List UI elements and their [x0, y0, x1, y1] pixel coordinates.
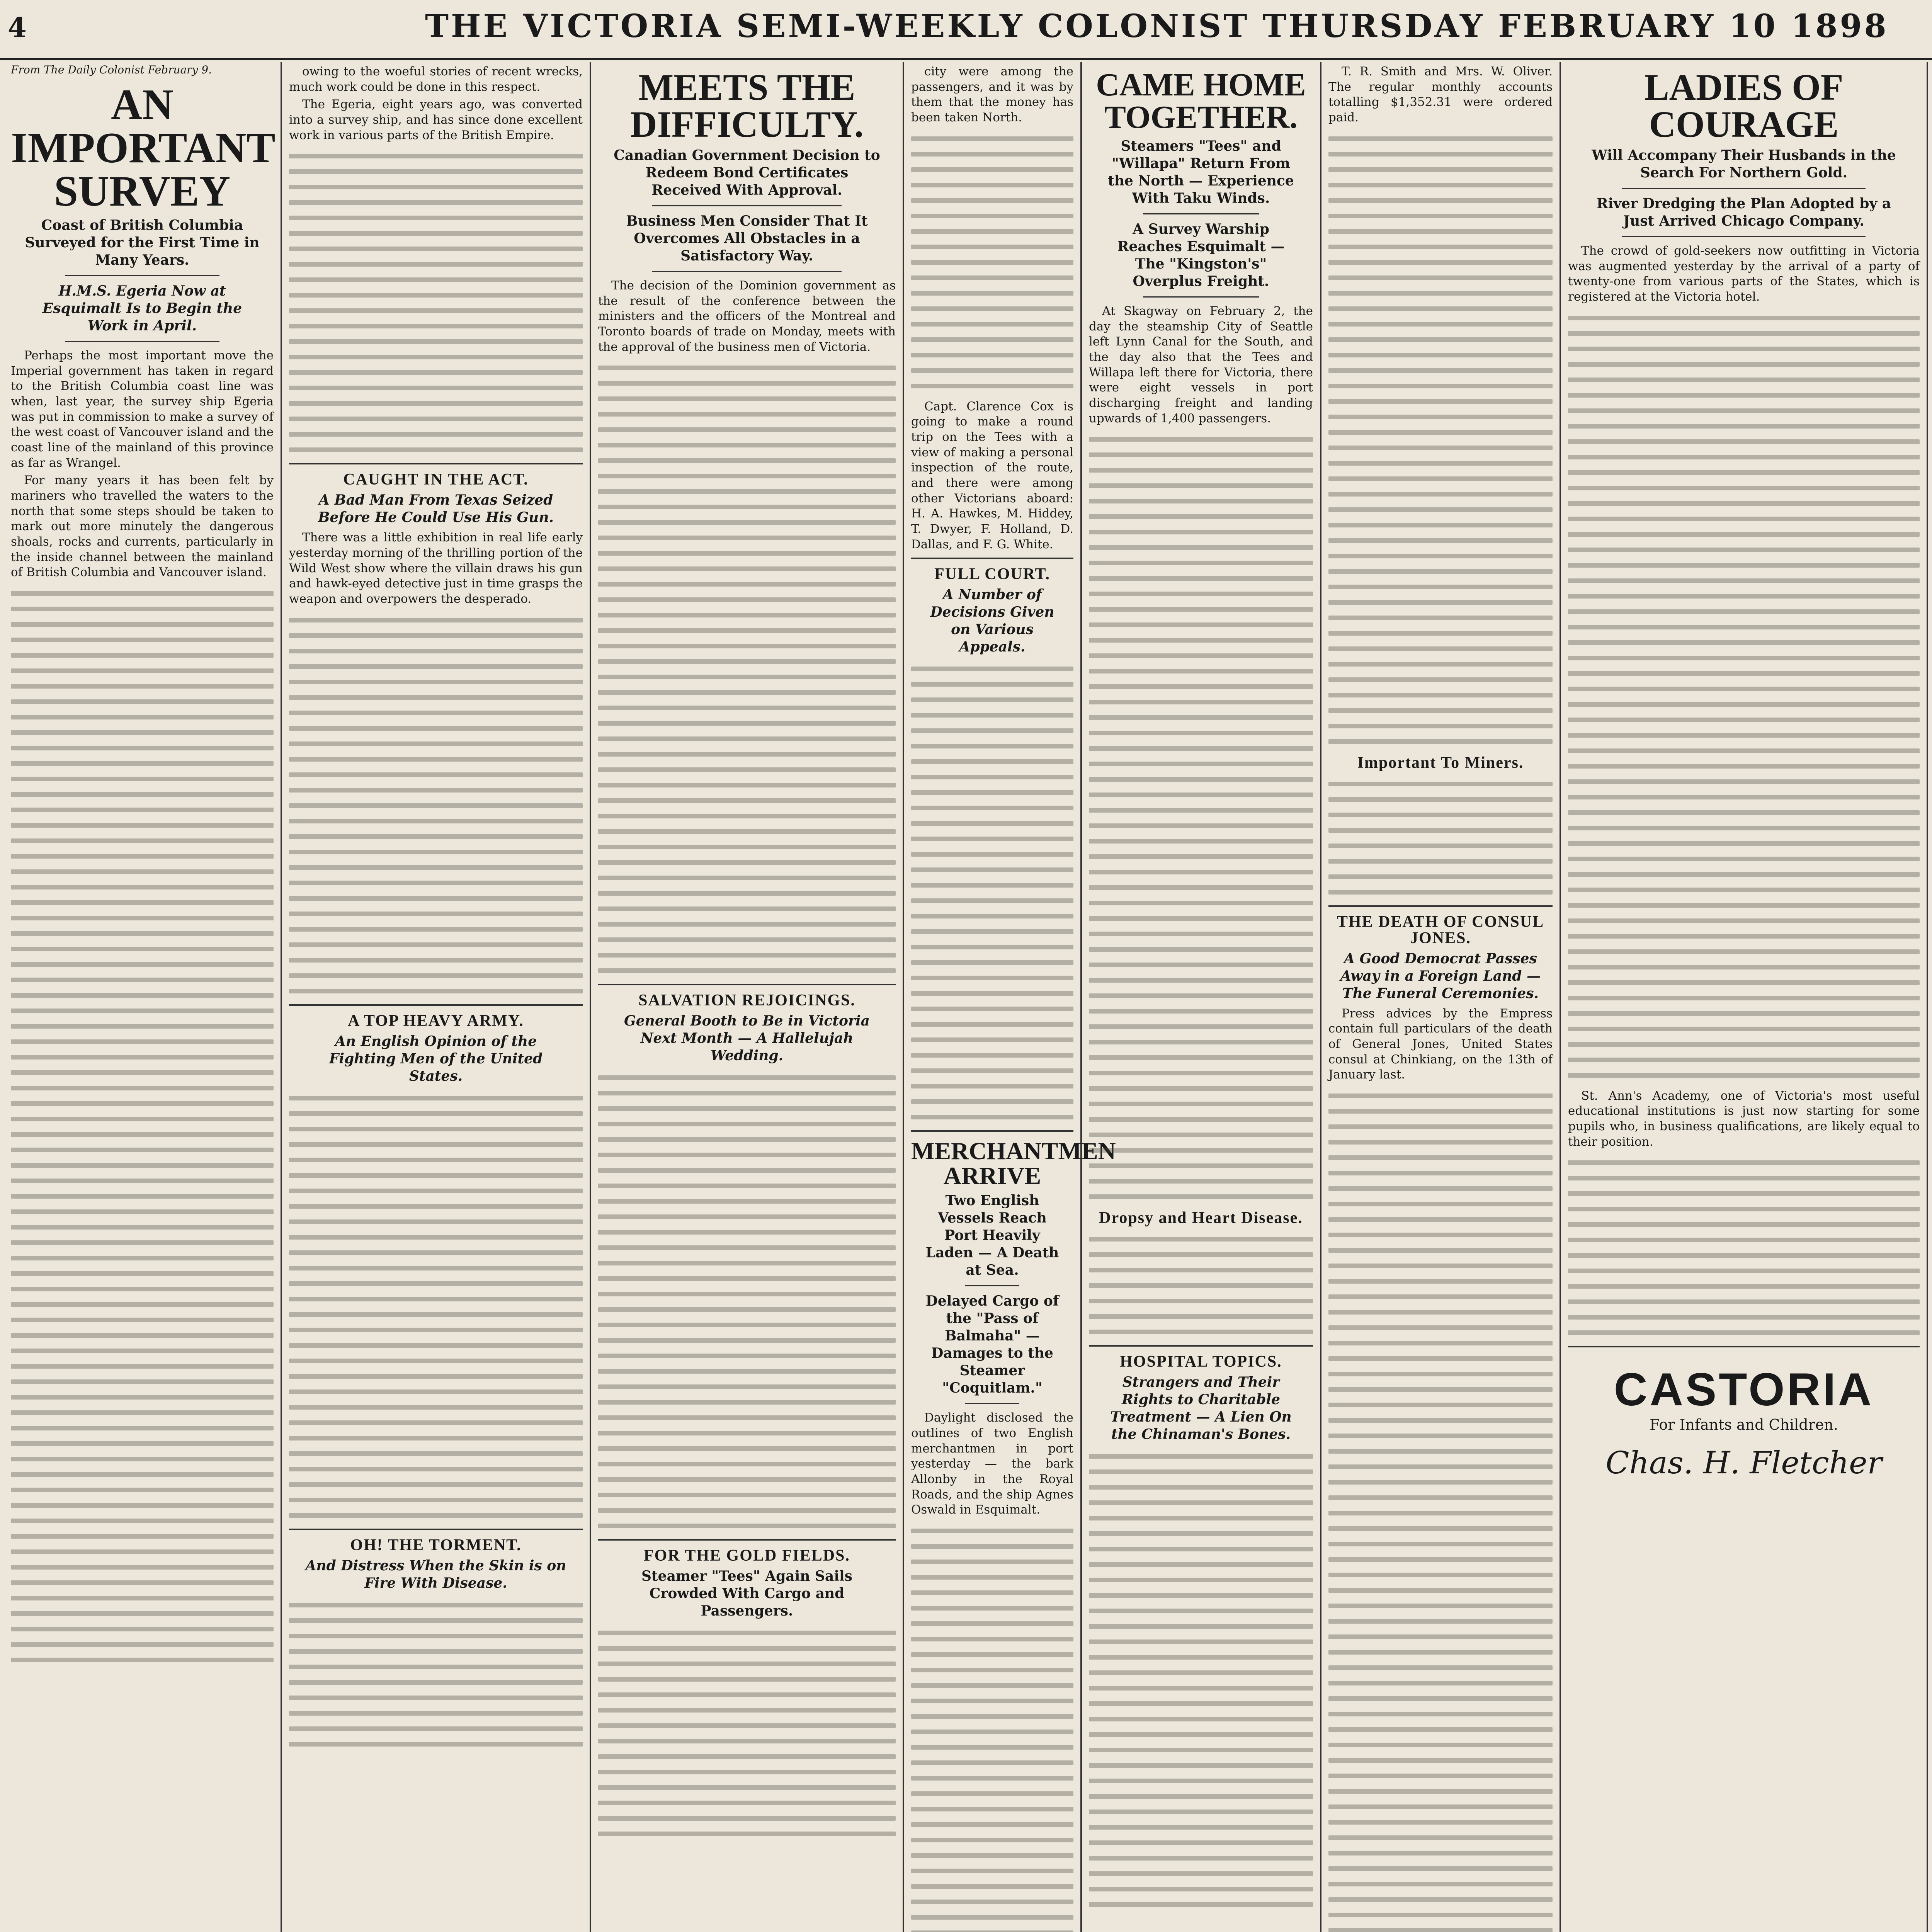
headline-caught-in-act: CAUGHT IN THE ACT.: [343, 471, 529, 489]
headline-important-survey: AN IMPORTANT SURVEY: [11, 81, 276, 215]
divider: [65, 341, 219, 342]
divider: [911, 1130, 1073, 1132]
article-text-block: [1089, 1237, 1313, 1334]
deck-ladies-2: River Dredging the Plan Adopted by a Just Arrived Chicago Company.: [1596, 196, 1891, 229]
article-text-block: [289, 154, 583, 452]
divider: [289, 1004, 583, 1006]
article-text-block: [598, 1631, 896, 1836]
column-5: [1082, 62, 1321, 1932]
deck-came-home-1: Steamers "Tees" and "Willapa" Return From the North — Experience With Taku Winds.: [1108, 138, 1294, 206]
headline-death-consul-jones: THE DEATH OF CONSUL JONES.: [1337, 913, 1544, 947]
article-paragraph: Press advices by the Empress contain full particulars of the death of General Jones, United States consul at Chinkiang, on the 13th of January last.: [1328, 1006, 1553, 1082]
article-text-block: [1328, 136, 1553, 744]
column-6: [1321, 62, 1561, 1932]
article-paragraph: At Skagway on February 2, the day the steamship City of Seattle left Lynn Canal for the South, and the day also that the Tees and Willapa left there for Victoria, there were eight vessels in port discharging freight and landing upwards of 1,400 passengers.: [1089, 304, 1313, 425]
masthead-title: THE VICTORIA SEMI-WEEKLY COLONIST THURSDAY FEBRUARY 10 1898: [425, 8, 1889, 45]
divider: [652, 205, 842, 206]
article-paragraph: The Egeria, eight years ago, was converted into a survey ship, and has since done excellent work in various parts of the British Empire.: [289, 97, 583, 142]
divider: [1568, 1346, 1920, 1347]
deck-gold-fields: Steamer "Tees" Again Sails Crowded With Cargo and Passengers.: [641, 1568, 852, 1619]
divider: [289, 1529, 583, 1530]
article-text-block: [11, 591, 274, 1662]
article-paragraph: The decision of the Dominion government as the result of the conference between the ministers and the officers of the Montreal and Toronto boards of trade on Monday, meets with the approval of the business men of Victoria.: [598, 279, 896, 354]
divider: [1143, 213, 1259, 214]
article-text-block: [1328, 1094, 1553, 1932]
deck-survey-2: H.M.S. Egeria Now at Esquimalt Is to Begin the Work in April.: [42, 283, 242, 334]
divider: [1622, 236, 1866, 237]
article-text-block: [1328, 782, 1553, 895]
castoria-signature: Chas. H. Fletcher: [1605, 1445, 1882, 1481]
headline-dropsy: Dropsy and Heart Disease.: [1099, 1209, 1303, 1227]
column-3: [591, 62, 904, 1932]
castoria-ad-subtitle: For Infants and Children.: [1650, 1416, 1838, 1434]
deck-top-heavy-army: An English Opinion of the Fighting Men of the United States.: [329, 1033, 543, 1084]
deck-survey-1: Coast of British Columbia Surveyed for the First Time in Many Years.: [25, 217, 260, 268]
deck-meets-difficulty-2: Business Men Consider That It Overcomes All Obstacles in a Satisfactory Way.: [626, 213, 868, 264]
deck-merchantmen-2: Delayed Cargo of the "Pass of Balmaha" — Damages to the Steamer "Coquitlam.": [925, 1293, 1059, 1396]
deck-caught-in-act: A Bad Man From Texas Seized Before He Could Use His Gun.: [318, 492, 554, 526]
page-number: 4: [8, 12, 27, 44]
divider: [598, 984, 896, 985]
divider: [598, 1539, 896, 1541]
divider: [65, 275, 219, 276]
headline-ladies-of-courage: LADIES OF COURAGE: [1644, 66, 1844, 145]
headline-merchantmen-arrive: MERCHANTMEN ARRIVE: [911, 1137, 1116, 1190]
divider: [1089, 1345, 1313, 1347]
divider: [965, 1403, 1019, 1404]
article-paragraph: T. R. Smith and Mrs. W. Oliver. The regular monthly accounts totalling $1,352.31 were ordered paid.: [1328, 65, 1553, 125]
article-text-block: [1568, 1160, 1920, 1335]
article-text-block: [911, 136, 1073, 388]
column-4: [904, 62, 1116, 1932]
article-text-block: [598, 1075, 896, 1528]
article-paragraph: The crowd of gold-seekers now outfitting in Victoria was augmented yesterday by the arrival of a party of twenty-one from various parts of the States, which is registered at the Victoria hotel.: [1568, 244, 1920, 304]
divider: [1328, 905, 1553, 907]
article-paragraph: There was a little exhibition in real life early yesterday morning of the thrilling portion of the Wild West show where the villain draws his gun and hawk-eyed detective just in time grasps the weapon and overpowers the desperado.: [289, 531, 583, 606]
headline-top-heavy-army: A TOP HEAVY ARMY.: [348, 1012, 524, 1030]
headline-important-to-miners: Important To Miners.: [1357, 753, 1524, 772]
headline-full-court: FULL COURT.: [934, 565, 1050, 583]
article-paragraph: city were among the passengers, and it was by them that the money has been taken North.: [911, 65, 1073, 125]
article-text-block: [289, 1603, 583, 1747]
deck-death-consul-jones: A Good Democrat Passes Away in a Foreign Land — The Funeral Ceremonies.: [1340, 950, 1541, 1002]
deck-ladies-1: Will Accompany Their Husbands in the Search For Northern Gold.: [1592, 147, 1896, 181]
article-paragraph: For many years it has been felt by mariners who travelled the waters to the north that some steps should be taken to mark out more minutely the dangerous shoals, rocks and currents, particularly in the inside channel between the mainland of British Columbia and Vancouver island.: [11, 473, 274, 580]
headline-came-home-together: CAME HOME TOGETHER.: [1096, 67, 1306, 135]
divider: [911, 558, 1073, 559]
article-text-block: [1089, 1454, 1313, 1907]
deck-came-home-2: A Survey Warship Reaches Esquimalt — The "Kingston's" Overplus Freight.: [1117, 221, 1285, 289]
deck-merchantmen-1: Two English Vessels Reach Port Heavily Laden — A Death at Sea.: [925, 1192, 1059, 1279]
castoria-ad-title: CASTORIA: [1614, 1364, 1874, 1416]
article-text-block: [911, 1529, 1073, 1932]
column-7: [1561, 62, 1928, 1932]
article-text-block: [289, 1096, 583, 1518]
article-text-block: [1568, 316, 1920, 1078]
divider: [965, 1285, 1019, 1286]
article-paragraph: Perhaps the most important move the Imperial government has taken in regard to the British Columbia coast line was when, last year, the survey ship Egeria was put in commission to make a survey of the west coast of Vancouver island and the coast line of the mainland of this province as far as Wrangel.: [11, 349, 274, 470]
divider: [289, 463, 583, 464]
deck-hospital-topics: Strangers and Their Rights to Charitable Treatment — A Lien On the Chinaman's Bones.: [1110, 1374, 1292, 1443]
divider: [652, 271, 842, 272]
article-text-block: [911, 667, 1073, 1119]
source-line: From The Daily Colonist February 9.: [11, 63, 212, 76]
masthead: [0, 0, 1932, 60]
article-text-block: [598, 366, 896, 973]
divider: [1143, 296, 1259, 298]
article-paragraph: Daylight disclosed the outlines of two English merchantmen in port yesterday — the bark Allonby in the Royal Roads, and the ship Agnes Oswald in Esquimalt.: [911, 1411, 1073, 1517]
divider: [1622, 188, 1866, 189]
headline-meets-difficulty: MEETS THE DIFFICULTY.: [630, 66, 864, 145]
headline-hospital-topics: HOSPITAL TOPICS.: [1120, 1353, 1282, 1371]
column-8: [1928, 62, 1932, 1932]
column-1: [4, 62, 282, 1932]
headline-gold-fields: FOR THE GOLD FIELDS.: [644, 1547, 850, 1565]
article-paragraph: St. Ann's Academy, one of Victoria's most useful educational institutions is just now starting for some pupils who, in business qualifications, are likely equal to their position.: [1568, 1088, 1920, 1149]
column-2: [282, 62, 591, 1932]
deck-meets-difficulty-1: Canadian Government Decision to Redeem Bond Certificates Received With Approval.: [614, 147, 880, 198]
headline-salvation-rejoicings: SALVATION REJOICINGS.: [638, 992, 855, 1010]
headline-the-torment: OH! THE TORMENT.: [350, 1536, 522, 1554]
deck-salvation-rejoicings: General Booth to Be in Victoria Next Month — A Hallelujah Wedding.: [624, 1013, 870, 1064]
article-paragraph: Capt. Clarence Cox is going to make a round trip on the Tees with a view of making a personal inspection of the route, and there were among other Victorians aboard: H. A. Hawkes, M. Hiddey, T. Dwyer, F. Holland, D. Dallas, and F. G. White.: [911, 399, 1073, 551]
article-text-block: [289, 618, 583, 993]
deck-the-torment: And Distress When the Skin is on Fire With Disease.: [305, 1557, 566, 1591]
article-text-block: [1089, 437, 1313, 1199]
deck-full-court: A Number of Decisions Given on Various Appeals.: [930, 587, 1054, 655]
article-paragraph: owing to the woeful stories of recent wrecks, much work could be done in this respect.: [289, 65, 583, 94]
